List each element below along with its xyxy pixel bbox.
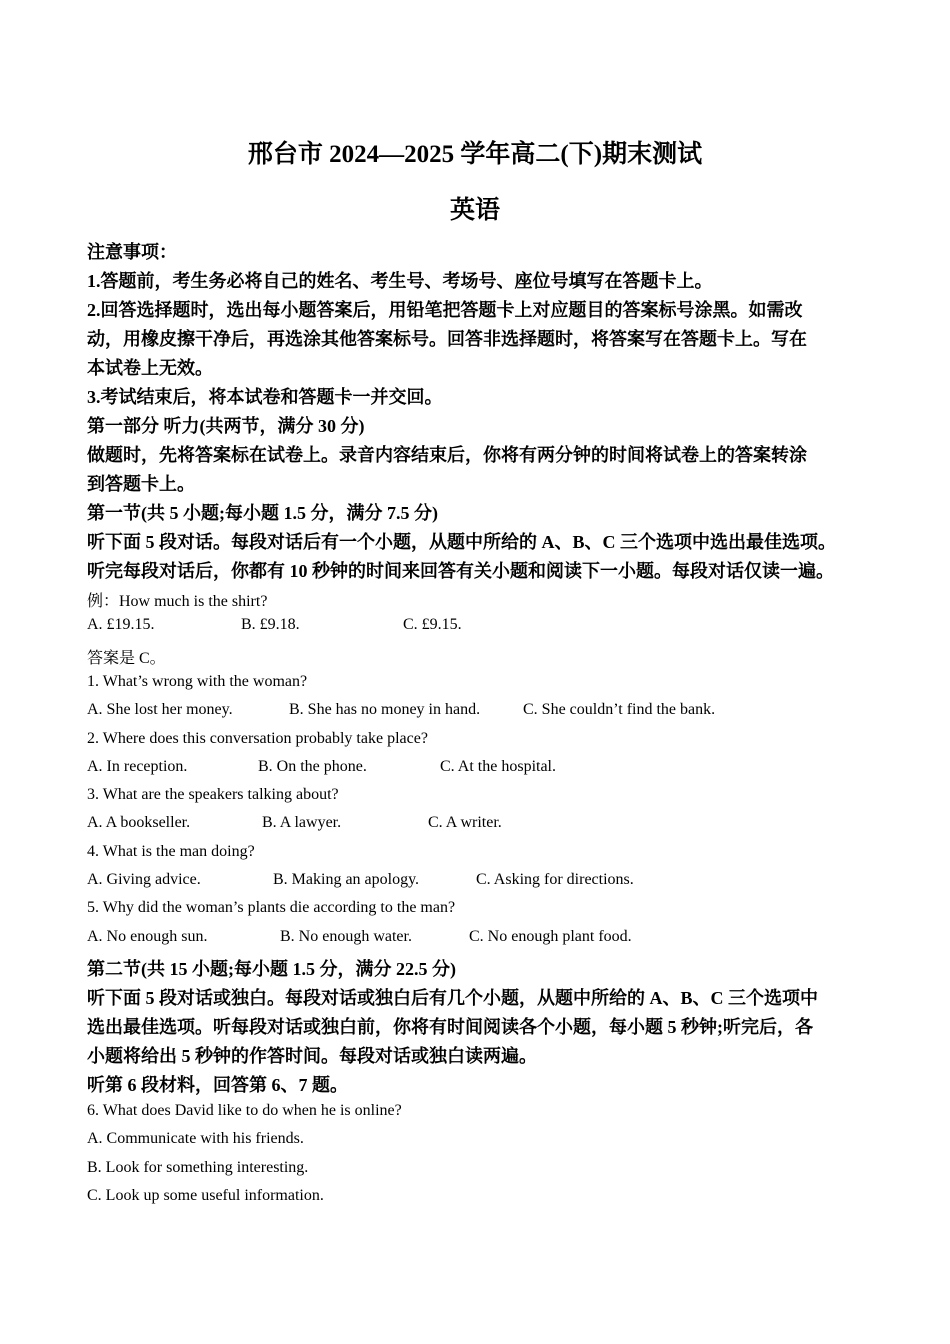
notice-item: 2.回答选择题时，选出每小题答案后，用铅笔把答题卡上对应题目的答案标号涂黑。如需改: [87, 300, 803, 320]
example-answer: 答案是 C。: [87, 650, 166, 667]
q2-option-a: A. In reception.: [87, 758, 188, 775]
q5-option-c: C. No enough plant food.: [469, 928, 632, 945]
notice-item: 3.考试结束后，将本试卷和答题卡一并交回。: [87, 387, 443, 407]
material-heading: 听第 6 段材料，回答第 6、7 题。: [87, 1075, 348, 1095]
question-6: 6. What does David like to do when he is online?: [87, 1102, 402, 1119]
notice-item: 1.答题前，考生务必将自己的姓名、考生号、考场号、座位号填写在答题卡上。: [87, 271, 713, 291]
q1-option-a: A. She lost her money.: [87, 701, 233, 718]
section1-heading: 第一节(共 5 小题;每小题 1.5 分，满分 7.5 分): [87, 503, 438, 523]
example-option-b: B. £9.18.: [241, 616, 300, 633]
question-5: 5. Why did the woman’s plants die according to the man?: [87, 899, 456, 916]
example-option-c: C. £9.15.: [403, 616, 462, 633]
q3-option-b: B. A lawyer.: [262, 814, 342, 831]
question-1: 1. What’s wrong with the woman?: [87, 673, 308, 690]
exam-subject: 英语: [449, 197, 500, 224]
q4-option-a: A. Giving advice.: [87, 871, 201, 888]
q5-option-b: B. No enough water.: [280, 928, 412, 945]
q6-option-a: A. Communicate with his friends.: [87, 1130, 304, 1147]
q1-option-b: B. She has no money in hand.: [289, 701, 481, 718]
q6-option-c: C. Look up some useful information.: [87, 1187, 324, 1204]
section2-heading: 第二节(共 15 小题;每小题 1.5 分，满分 22.5 分): [87, 959, 456, 979]
question-2: 2. Where does this conversation probably take place?: [87, 730, 428, 747]
q2-option-c: C. At the hospital.: [440, 758, 556, 775]
exam-title: 邢台市 2024—2025 学年高二(下)期末测试: [247, 141, 703, 168]
part1-heading: 第一部分 听力(共两节，满分 30 分): [87, 416, 365, 436]
part1-instruction: 到答题卡上。: [87, 474, 195, 494]
q5-option-a: A. No enough sun.: [87, 928, 208, 945]
notice-item: 本试卷上无效。: [87, 358, 213, 378]
q3-option-a: A. A bookseller.: [87, 814, 191, 831]
q4-option-c: C. Asking for directions.: [476, 871, 634, 888]
section2-instruction: 选出最佳选项。听每段对话或独白前，你将有时间阅读各个小题，每小题 5 秒钟;听完后，各: [87, 1017, 813, 1037]
part1-instruction: 做题时，先将答案标在试卷上。录音内容结束后，你将有两分钟的时间将试卷上的答案转涂: [87, 445, 807, 465]
q1-option-c: C. She couldn’t find the bank.: [523, 701, 716, 718]
question-3: 3. What are the speakers talking about?: [87, 786, 339, 803]
notice-item: 动，用橡皮擦干净后，再选涂其他答案标号。回答非选择题时，将答案写在答题卡上。写在: [87, 329, 807, 349]
section2-instruction: 听下面 5 段对话或独白。每段对话或独白后有几个小题，从题中所给的 A、B、C 三个选项中: [87, 988, 818, 1008]
example-question: 例：How much is the shirt?: [87, 593, 268, 610]
q3-option-c: C. A writer.: [428, 814, 502, 831]
q6-option-b: B. Look for something interesting.: [87, 1159, 309, 1176]
section1-instruction: 听完每段对话后，你都有 10 秒钟的时间来回答有关小题和阅读下一小题。每段对话仅读一遍。: [87, 561, 834, 581]
q4-option-b: B. Making an apology.: [273, 871, 420, 888]
section2-instruction: 小题将给出 5 秒钟的作答时间。每段对话或独白读两遍。: [87, 1046, 537, 1066]
notice-heading: 注意事项：: [87, 242, 177, 262]
example-option-a: A. £19.15.: [87, 616, 155, 633]
question-4: 4. What is the man doing?: [87, 843, 255, 860]
section1-instruction: 听下面 5 段对话。每段对话后有一个小题，从题中所给的 A、B、C 三个选项中选出最佳选项。: [87, 532, 836, 552]
q2-option-b: B. On the phone.: [258, 758, 367, 775]
